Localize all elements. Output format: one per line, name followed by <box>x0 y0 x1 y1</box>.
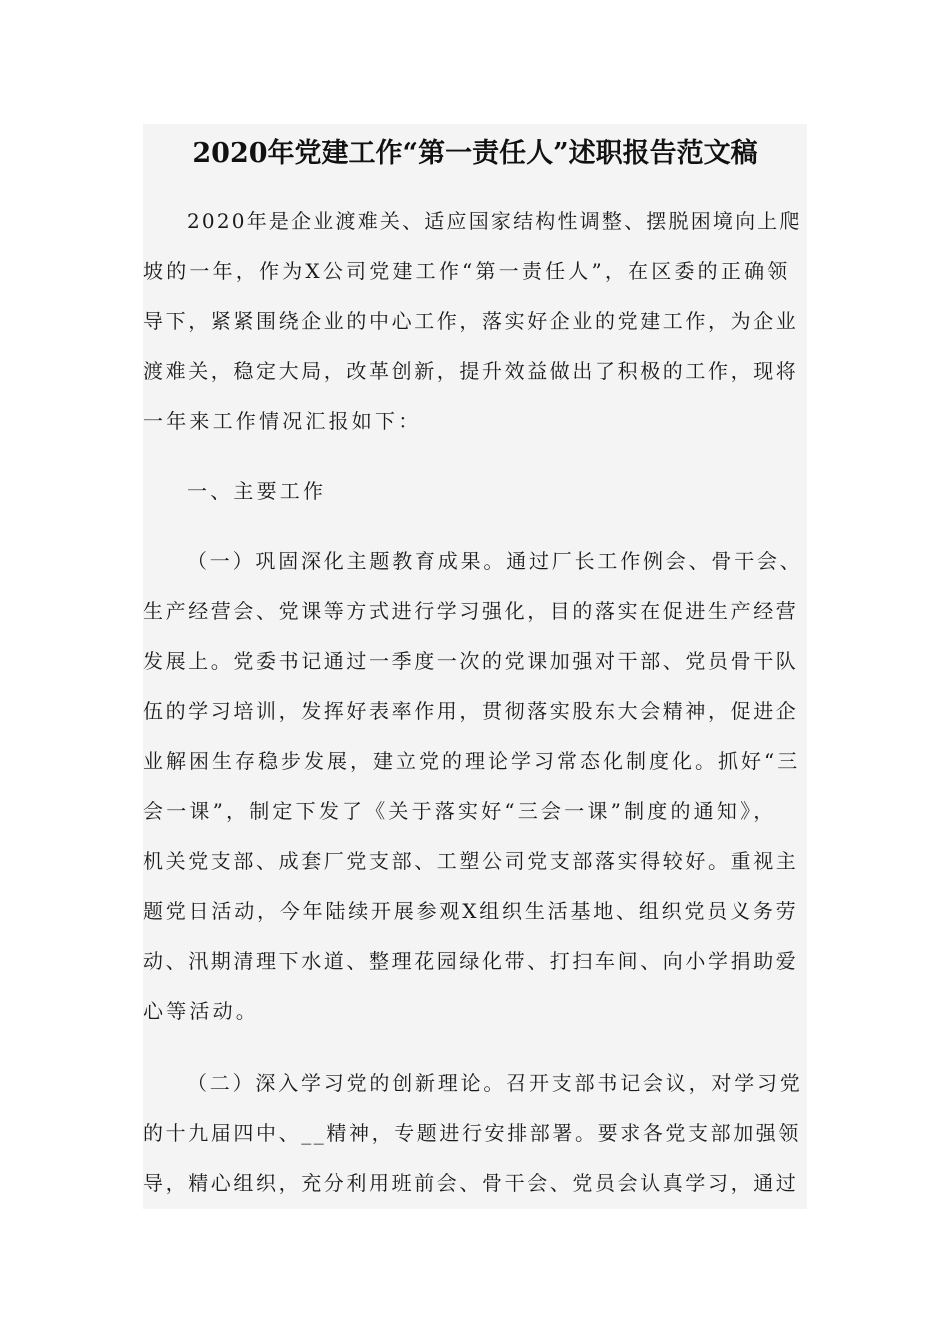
paragraph-line: 动、汛期清理下水道、整理花园绿化带、打扫车间、向小学捐助爱 <box>143 949 799 973</box>
paragraph-line: 渡难关，稳定大局，改革创新，提升效益做出了积极的工作，现将 <box>143 359 799 383</box>
paragraph-line: 坡的一年，作为X公司党建工作“第一责任人”，在区委的正确领 <box>143 259 791 283</box>
paragraph-line: （一）巩固深化主题教育成果。通过厂长工作例会、骨干会、 <box>187 549 803 573</box>
paragraph-line: （二）深入学习党的创新理论。召开支部书记会议，对学习党 <box>187 1071 803 1095</box>
paragraph-line: 心等活动。 <box>143 999 259 1023</box>
paragraph-line: 机关党支部、成套厂党支部、工塑公司党支部落实得较好。重视主 <box>143 849 799 873</box>
paragraph-line: 导下，紧紧围绕企业的中心工作，落实好企业的党建工作，为企业 <box>143 309 799 333</box>
paragraph-line: 的十九届四中、__精神，专题进行安排部署。要求各党支部加强领 <box>143 1121 801 1145</box>
paragraph-line: 会一课”，制定下发了《关于落实好“三会一课”制度的通知》， <box>143 799 777 823</box>
paragraph-line: 一年来工作情况汇报如下： <box>143 409 422 433</box>
paragraph-line: 伍的学习培训，发挥好表率作用，贯彻落实股东大会精神，促进企 <box>143 699 799 723</box>
paragraph-line: 题党日活动，今年陆续开展参观X组织生活基地、组织党员义务劳 <box>143 899 799 923</box>
paragraph-line: 导，精心组织，充分利用班前会、骨干会、党员会认真学习，通过 <box>143 1171 799 1195</box>
section-heading: 一、主要工作 <box>187 479 327 503</box>
paragraph-line: 2020年是企业渡难关、适应国家结构性调整、摆脱困境向上爬 <box>187 209 802 233</box>
paragraph-line: 业解困生存稳步发展，建立党的理论学习常态化制度化。抓好“三 <box>143 749 801 773</box>
paragraph-line: 发展上。党委书记通过一季度一次的党课加强对干部、党员骨干队 <box>143 649 799 673</box>
paragraph-line: 生产经营会、党课等方式进行学习强化，目的落实在促进生产经营 <box>143 599 799 623</box>
document-page <box>143 124 807 1209</box>
document-title: 2020年党建工作“第一责任人”述职报告范文稿 <box>192 138 758 169</box>
